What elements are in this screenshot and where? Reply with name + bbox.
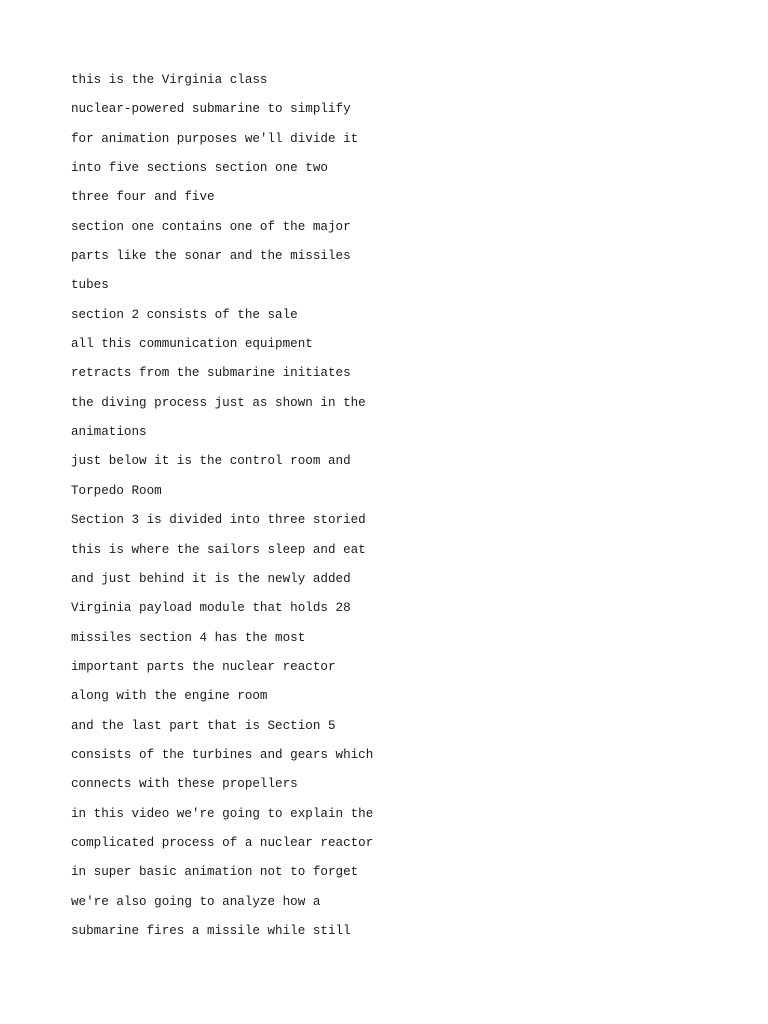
transcript-line: important parts the nuclear reactor	[71, 659, 336, 674]
transcript-line: Section 3 is divided into three storied	[71, 513, 366, 528]
transcript-line: in this video we're going to explain the	[71, 806, 374, 821]
transcript-line: Virginia payload module that holds 28	[71, 601, 351, 616]
transcript-line: we're also going to analyze how a	[71, 894, 321, 909]
transcript-line: and the last part that is Section 5	[71, 718, 336, 733]
transcript-line: for animation purposes we'll divide it	[71, 131, 359, 146]
transcript-line: section one contains one of the major	[71, 219, 351, 234]
transcript-line: consists of the turbines and gears which	[71, 747, 374, 762]
transcript-line: connects with these propellers	[71, 777, 298, 792]
transcript-line: animations	[71, 425, 147, 440]
transcript-line: along with the engine room	[71, 689, 268, 704]
transcript-line: just below it is the control room and	[71, 454, 351, 469]
transcript-line: retracts from the submarine initiates	[71, 366, 351, 381]
transcript-line: submarine fires a missile while still	[71, 923, 351, 938]
transcript-line: tubes	[71, 278, 109, 293]
transcript-line: and just behind it is the newly added	[71, 571, 351, 586]
transcript-line: Torpedo Room	[71, 483, 162, 498]
transcript-line: into five sections section one two	[71, 161, 328, 176]
transcript-line: parts like the sonar and the missiles	[71, 249, 351, 264]
transcript-line: this is where the sailors sleep and eat	[71, 542, 366, 557]
transcript-text	[71, 70, 373, 950]
transcript-line: this is the Virginia class	[71, 73, 268, 87]
transcript-line: in super basic animation not to forget	[71, 865, 359, 880]
transcript-line: all this communication equipment	[71, 337, 313, 352]
transcript-line: missiles section 4 has the most	[71, 630, 306, 645]
transcript-line: the diving process just as shown in the	[71, 395, 366, 410]
transcript-line: complicated process of a nuclear reactor	[71, 835, 374, 850]
transcript-line: section 2 consists of the sale	[71, 307, 298, 322]
transcript-line: three four and five	[71, 190, 215, 205]
transcript-line: nuclear-powered submarine to simplify	[71, 102, 351, 117]
